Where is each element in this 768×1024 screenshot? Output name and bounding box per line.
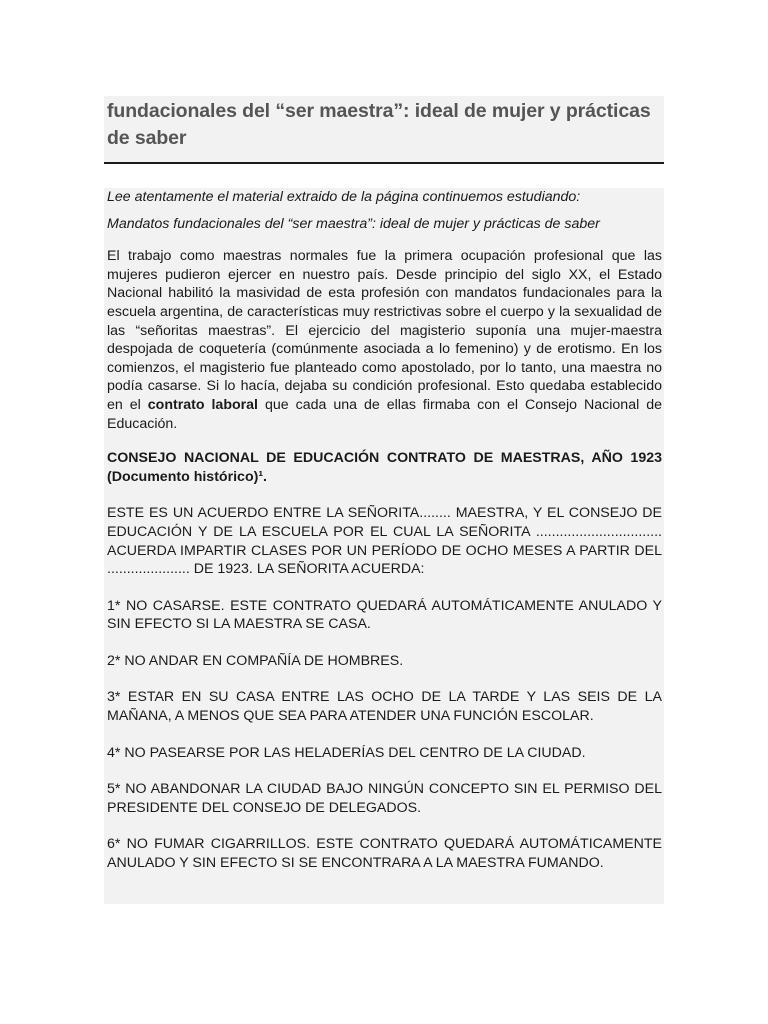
document-title: fundacionales del “ser maestra”: ideal de mujer y prácticas de saber <box>107 100 651 149</box>
contract-item-4: 4* NO PASEARSE POR LAS HELADERÍAS DEL CENTRO DE LA CIUDAD. <box>107 744 586 761</box>
main-paragraph-text-2: que cada una de ellas firmaba con el Consejo Nacional de Educación. <box>107 396 662 432</box>
main-paragraph-text-1: El trabajo como maestras normales fue la primera ocupación profesional que las mujeres pudieron ejercer en nuestro país. Desde principio del siglo XX, el Estado Nacional habilitó la masividad de esta profesión con mandatos fundacionales para la escuela argentina, de características muy restrictivas sobre el cuerpo y la sexualidad de las “señoritas maestras”. El ejercicio del magisterio suponía una mujer-maestra despojada de coquetería (comúnmente asociada a lo femenino) y de erotismo. En los comienzos, el magisterio fue planteado como apostolado, por lo tanto, una maestra no podía casarse. Si lo hacía, dejaba su condición profesional. Esto quedaba establecido en el <box>107 248 662 413</box>
agreement-paragraph: ESTE ES UN ACUERDO ENTRE LA SEÑORITA........ MAESTRA, Y EL CONSEJO DE EDUCACIÓN Y DE LA ESCUELA POR EL CUAL LA SEÑORITA ................................ ACUERDA IMPARTIR CLASES POR UN PERÍODO DE OCHO MESES A PARTIR DEL ..................... DE 1923. LA SEÑORITA ACUERDA: <box>107 505 662 578</box>
contract-heading: CONSEJO NACIONAL DE EDUCACIÓN CONTRATO DE MAESTRAS, AÑO 1923 (Documento histórico)¹. <box>107 450 662 485</box>
contract-item-2: 2* NO ANDAR EN COMPAÑÍA DE HOMBRES. <box>107 652 404 669</box>
intro-line-1: Lee atentamente el material extraido de la página continuemos estudiando: <box>107 189 581 205</box>
contract-item-6: 6* NO FUMAR CIGARRILLOS. ESTE CONTRATO QUEDARÁ AUTOMÁTICAMENTE ANULADO Y SIN EFECTO SI SE ENCONTRARA A LA MAESTRA FUMANDO. <box>107 836 662 872</box>
contrato-laboral-emphasis: contrato laboral <box>147 396 259 413</box>
contract-item-1: 1* NO CASARSE. ESTE CONTRATO QUEDARÁ AUTOMÁTICAMENTE ANULADO Y SIN EFECTO SI LA MAESTRA SE CASA. <box>107 597 662 633</box>
document-body <box>107 186 662 873</box>
title-block <box>104 96 664 164</box>
contract-item-5: 5* NO ABANDONAR LA CIUDAD BAJO NINGÚN CONCEPTO SIN EL PERMISO DEL PRESIDENTE DEL CONSEJO DE DELEGADOS. <box>107 781 662 816</box>
main-paragraph <box>107 247 662 433</box>
contract-item-3: 3* ESTAR EN SU CASA ENTRE LAS OCHO DE LA TARDE Y LAS SEIS DE LA MAÑANA, A MENOS QUE SEA PARA ATENDER UNA FUNCIÓN ESCOLAR. <box>107 689 662 725</box>
intro-line-2: Mandatos fundacionales del “ser maestra”: ideal de mujer y prácticas de saber <box>107 215 600 232</box>
